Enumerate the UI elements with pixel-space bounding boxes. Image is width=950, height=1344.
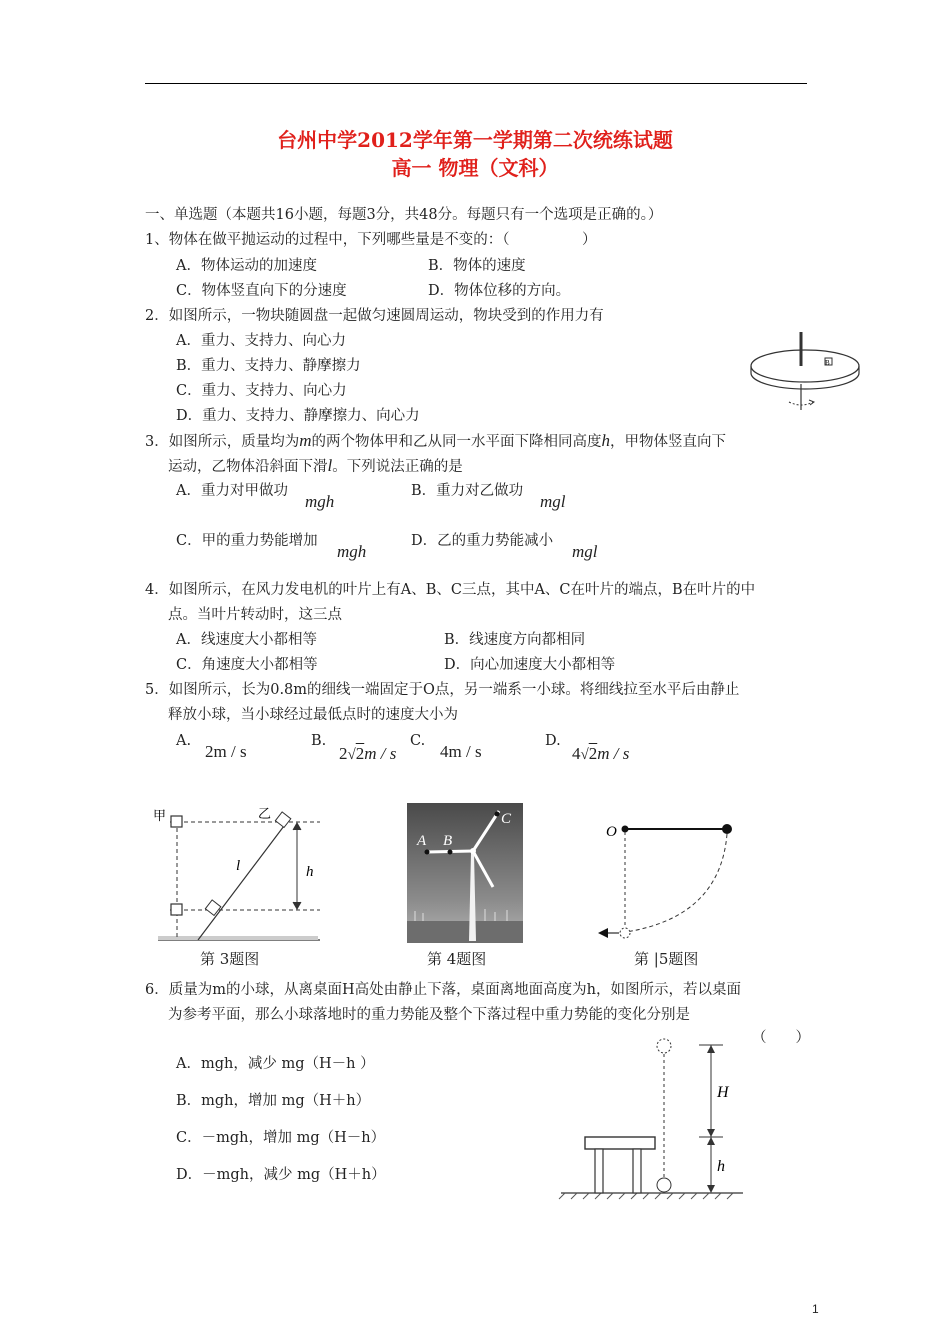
q4-option-a: A．线速度大小都相等 <box>176 632 317 648</box>
fig3-caption: 第 3题图 <box>200 950 260 968</box>
q6-stem-line2: 为参考平面，那么小球落地时的重力势能及整个下落过程中重力势能的变化分别是 <box>168 1007 690 1023</box>
q1-option-a: A．物体运动的加速度 <box>176 258 317 274</box>
q5-option-b-label: B. <box>311 733 327 749</box>
q5-option-c-label: C. <box>410 733 426 749</box>
fig2-label-b: B <box>825 359 830 367</box>
q2-option-c: C．重力、支持力、向心力 <box>176 383 347 399</box>
q2-option-a: A．重力、支持力、向心力 <box>176 333 346 349</box>
fig6-table-ball-diagram <box>557 1035 747 1200</box>
q6-stem: 6．质量为m的小球，从离桌面H高处由静止下落，桌面离地面高度为h，如图所示，若以桌面 <box>145 982 741 998</box>
fig4-wind-turbine-photo <box>407 803 523 943</box>
fig5-pendulum-diagram <box>590 812 750 942</box>
q3-option-a-math: mgh <box>305 492 335 511</box>
q6-option-c: C．－mgh，增加 mg（H－h） <box>176 1130 386 1146</box>
exam-subtitle: 高一 物理（文科） <box>391 156 559 180</box>
q3-option-d-math: mgl <box>572 542 598 561</box>
q5-option-b-math: 2√2m / s <box>339 744 397 763</box>
fig4-label-b: B <box>443 833 453 849</box>
fig5-caption: 第 |5题图 <box>634 950 699 968</box>
fig3-label-jia: 甲 <box>153 808 167 823</box>
exam-title: 台州中学2012学年第一学期第二次统练试题 <box>277 128 673 152</box>
q3-option-a: A．重力对甲做功 <box>176 483 288 499</box>
q2-stem: 2．如图所示，一物块随圆盘一起做匀速圆周运动，物块受到的作用力有 <box>145 308 604 324</box>
q5-stem-line2: 释放小球，当小球经过最低点时的速度大小为 <box>168 707 458 723</box>
q5-option-a-math: 2m / s <box>205 742 247 761</box>
q3-option-c-math: mgh <box>337 542 367 561</box>
q4-option-d: D．向心加速度大小都相等 <box>444 657 616 673</box>
section-heading: 一、单选题（本题共16小题，每题3分，共48分。每题只有一个选项是正确的。） <box>145 207 663 223</box>
q4-option-b: B．线速度方向都相同 <box>444 632 586 648</box>
q6-answer-blank: （ ） <box>752 1030 810 1046</box>
q5-option-a-label: A. <box>176 733 192 749</box>
fig4-caption: 第 4题图 <box>427 950 487 968</box>
q1-option-c: C．物体竖直向下的分速度 <box>176 283 347 299</box>
fig4-label-c: C <box>501 811 512 827</box>
fig3-label-yi: 乙 <box>258 806 272 821</box>
q6-option-b: B．mgh，增加 mg（H＋h） <box>176 1093 371 1109</box>
q1-stem: 1、物体在做平抛运动的过程中，下列哪些量是不变的：（ ） <box>145 232 597 248</box>
fig3-label-h: h <box>306 864 314 880</box>
q3-stem: 3．如图所示，质量均为m的两个物体甲和乙从同一水平面下降相同高度h，甲物体竖直向下 <box>145 431 727 450</box>
q6-option-d: D．－mgh，减少 mg（H＋h） <box>176 1167 386 1183</box>
q5-option-d-label: D. <box>545 733 561 749</box>
page-number: 1 <box>812 1302 819 1316</box>
q4-option-c: C．角速度大小都相等 <box>176 657 318 673</box>
q6-option-a: A．mgh，减少 mg（H－h ） <box>176 1056 375 1072</box>
header-rule <box>145 83 807 84</box>
q5-option-d-math: 4√2m / s <box>572 744 630 763</box>
q2-disc-figure <box>745 328 865 416</box>
fig5-label-o: O <box>606 824 617 840</box>
q1-option-d: D．物体位移的方向。 <box>428 283 571 299</box>
q3-stem-line2: 运动，乙物体沿斜面下滑l。下列说法正确的是 <box>168 456 463 475</box>
fig3-label-l: l <box>236 858 241 874</box>
q2-option-b: B．重力、支持力、静摩擦力 <box>176 358 361 374</box>
q4-stem: 4．如图所示，在风力发电机的叶片上有A、B、C三点，其中A、C在叶片的端点，B在叶片的中 <box>145 582 756 598</box>
q4-stem-line2: 点。当叶片转动时，这三点 <box>168 607 342 623</box>
q3-option-b: B．重力对乙做功 <box>411 483 524 499</box>
q3-option-d: D．乙的重力势能减小 <box>411 533 554 549</box>
fig6-label-H: H <box>717 1084 729 1101</box>
fig3-incline-diagram <box>150 800 322 945</box>
q3-option-c: C．甲的重力势能增加 <box>176 533 318 549</box>
q1-option-b: B．物体的速度 <box>428 258 526 274</box>
fig4-label-a: A <box>417 833 427 849</box>
q5-option-c-math: 4m / s <box>440 742 482 761</box>
q2-option-d: D．重力、支持力、静摩擦力、向心力 <box>176 408 420 424</box>
fig6-label-h: h <box>717 1158 725 1175</box>
q5-stem: 5．如图所示，长为0.8m的细线一端固定于O点，另一端系一小球。将细线拉至水平后由静止 <box>145 682 740 698</box>
q3-option-b-math: mgl <box>540 492 566 511</box>
